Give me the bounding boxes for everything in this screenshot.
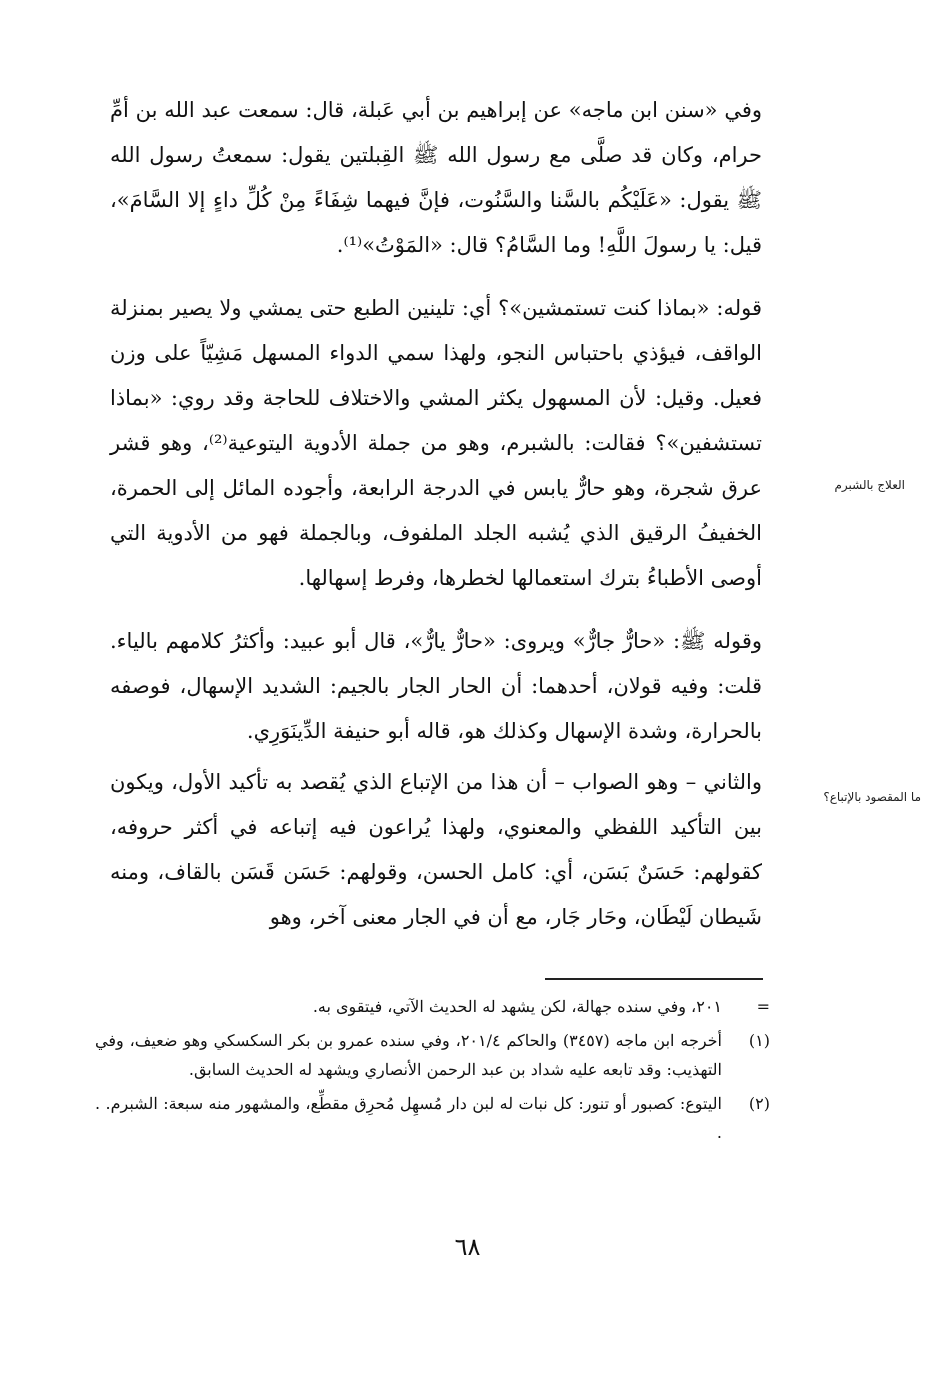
footnote-text: أخرجه ابن ماجه (٣٤٥٧) والحاكم ٢٠١/٤، وفي سنده عمرو بن بكر السكسكي وهو ضعيف، وفي التهذيب: وقد تابعه عليه شداد بن عبد الرحمن الأنصاري ويشهد له الحديث السابق. — [95, 1031, 722, 1079]
footnote-marker: (٢) — [748, 1094, 770, 1113]
paragraph-itbaa: والثاني – وهو الصواب – أن هذا من الإتباع الذي يُقصد به تأكيد الأول، ويكون بين التأكيد اللفظي والمعنوي، ولهذا يُراعون فيه إتباعه في أكثر حروفه، كقولهم: حَسَنٌ بَسَن، أي: كامل الحسن، وقولهم: حَسَن قَسَن بالقاف، ومنه شَيطان لَيْطَان، وحَار جَار، مع أن في الجار معنى آخر، وهو — [110, 770, 762, 929]
margin-note-itbaa: ما المقصود بالإتباع؟ — [823, 790, 921, 804]
footnote-1 — [95, 1026, 770, 1084]
main-text — [110, 88, 762, 940]
footnote-marker: = — [756, 997, 770, 1016]
footnote-marker: (١) — [748, 1031, 770, 1050]
footnote-text: اليتوع: كصبور أو تنور: كل نبات له لبن دار مُسهِل مُحرِق مقطِّع، والمشهور منه سبعة: الشبرم. . . — [95, 1094, 722, 1142]
paragraph-harr-jarr: وقوله ﷺ: «حارٌّ جارٌّ» ويروى: «حارٌّ يارٌّ»، قال أبو عبيد: وأكثرُ كلامهم بالياء. قلت: وفيه قولان، أحدهما: أن الحار الجار بالجيم: الشديد الإسهال، فوصفه بالحرارة، وشدة الإسهال وكذلك هو، قاله أبو حنيفة الدِّينَوَرِي. — [110, 629, 762, 743]
footnote-text: ٢٠١، وفي سنده جهالة، لكن يشهد له الحديث الآتي، فيتقوى به. — [312, 997, 722, 1016]
footnote-separator — [545, 978, 763, 980]
footnote-2 — [95, 1089, 770, 1147]
footnote-continuation — [95, 992, 770, 1021]
margin-note-shubrum: العلاج بالشبرم — [834, 478, 905, 492]
paragraph-hadith: وفي «سنن ابن ماجه» عن إبراهيم بن أبي عَبلة، قال: سمعت عبد الله بن أمِّ حرام، وكان قد صلَّى مع رسول الله ﷺ القِبلتين يقول: سمعتُ رسول الله ﷺ يقول: «عَلَيْكُم بالسَّنا والسَّنُوت، فإنَّ فيهما شِفَاءً مِنْ كُلِّ داءٍ إلا السَّامَ»، قيل: يا رسولَ اللَّهِ! وما السَّامُ؟ قال: «المَوْتُ»⁽¹⁾. — [110, 98, 762, 257]
page-number: ٦٨ — [454, 1233, 481, 1261]
footnotes — [95, 992, 770, 1152]
paragraph-istimsha: قوله: «بماذا كنت تستمشين»؟ أي: تلينين الطبع حتى يمشي ولا يصير بمنزلة الواقف، فيؤذي باحتباس النجو، ولهذا سمي الدواء المسهل مَشِيّاً على وزن فعيل. وقيل: لأن المسهول يكثر المشي والاختلاف للحاجة وقد روي: «بماذا تستشفين»؟ فقالت: بالشبرم، وهو من جملة الأدوية اليتوعية⁽²⁾، وهو قشر عرق شجرة، وهو حارٌّ يابس في الدرجة الرابعة، وأجوده المائل إلى الحمرة، الخفيفُ الرقيق الذي يُشبه الجلد الملفوف، وبالجملة فهو من الأدوية التي أوصى الأطباءُ بترك استعمالها لخطرها، وفرط إسهالها. — [110, 296, 762, 590]
